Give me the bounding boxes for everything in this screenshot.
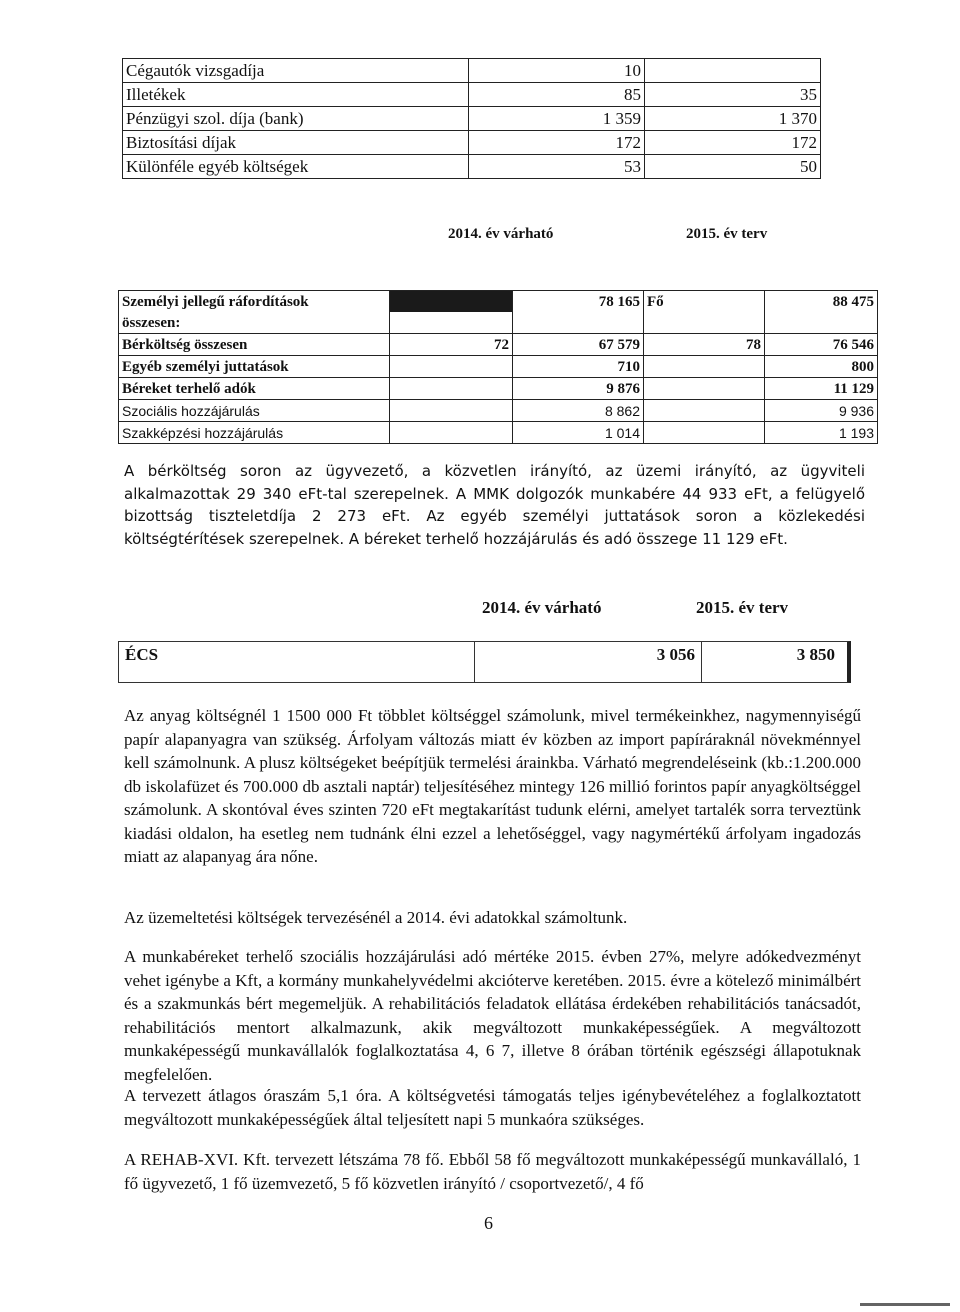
table-row <box>119 334 878 356</box>
headcount-2015: 78 <box>644 334 765 356</box>
value-2015: 9 936 <box>765 400 878 422</box>
table-row <box>119 356 878 378</box>
fo-label: Fő <box>644 291 765 313</box>
empty-cell <box>390 312 513 334</box>
table-row <box>123 155 821 179</box>
table-row <box>123 59 821 83</box>
cost-table <box>122 58 821 179</box>
smudge-cell <box>390 291 513 313</box>
page-number: 6 <box>484 1213 493 1233</box>
row-label: Egyéb személyi juttatások <box>119 356 390 378</box>
scan-smudge <box>860 1303 950 1306</box>
value-2014: 53 <box>469 155 645 179</box>
table-row <box>119 312 878 334</box>
table-row <box>119 378 878 400</box>
empty-cell <box>390 422 513 444</box>
value-2014: 10 <box>469 59 645 83</box>
paragraph-material-costs: Az anyag költségnél 1 1500 000 Ft többlet költséggel számolunk, mivel termékeinkhez, nagymennyiségű papír alapanyagra van szükség. Árfolyam változás miatt év közben az import papíráraknál növekménnyel kell számolnunk. A plusz költségeket beépítjük termelési árainkba. Várható megrendeléseink (kb.:1.200.000 db iskolafüzet és 700.000 db asztali naptár) teljesítéséhez mintegy 126 millió forintos papír anyagköltséggel számolunk. A skontóval éves szinten 720 eFt megtakarítást tudunk elérni, amelyet tartalék sorra terveztünk kiadási oldalon, ha esetleg nem tudnánk élni ezzel a lehetőséggel, vagy nagymértékű árfolyam ingadozás miatt az alapanyag ára nőne. <box>124 706 861 866</box>
value-2015: 1 370 <box>645 107 821 131</box>
empty-cell <box>644 312 765 334</box>
value-2014: 9 876 <box>513 378 644 400</box>
row-label: Különféle egyéb költségek <box>123 155 469 179</box>
value-2014: 85 <box>469 83 645 107</box>
header-2014: 2014. év várható <box>448 226 554 242</box>
value-2014: 710 <box>513 356 644 378</box>
ecs-label: ÉCS <box>125 645 159 664</box>
ecs-value-2015: 3 850 <box>796 645 835 664</box>
row-label: Béreket terhelő adók <box>119 378 390 400</box>
row-label: Bérköltség összesen <box>119 334 390 356</box>
table-row <box>119 422 878 444</box>
value-2015: 35 <box>645 83 821 107</box>
row-label: Szakképzési hozzájárulás <box>119 422 390 444</box>
empty-cell <box>644 378 765 400</box>
empty-cell <box>513 312 644 334</box>
headcount-2014: 72 <box>390 334 513 356</box>
empty-cell <box>644 400 765 422</box>
paragraph-working-hours: A tervezett átlagos óraszám 5,1 óra. A költségvetési támogatás teljes igénybevételéhez a foglalkoztatott megváltozott munkaképességűek által teljesített napi 5 munkaóra szükséges. <box>124 1086 861 1129</box>
row-label: Illetékek <box>123 83 469 107</box>
row-label: Pénzügyi szol. díja (bank) <box>123 107 469 131</box>
paragraph-operating-costs: Az üzemeltetési költségek tervezésénél a 2014. évi adatokkal számoltunk. <box>124 908 628 927</box>
table-row <box>123 107 821 131</box>
paragraph-headcount: A REHAB-XVI. Kft. tervezett létszáma 78 fő. Ebből 58 fő megváltozott munkaképességű munkavállaló, 1 fő ügyvezető, 1 fő üzemvezető, 5 fő közvetlen irányító / csoportvezető/, 4 fő <box>124 1150 861 1193</box>
header-2014: 2014. év várható <box>482 598 602 617</box>
value-2015: 1 193 <box>765 422 878 444</box>
value-2015: 800 <box>765 356 878 378</box>
table-row <box>123 83 821 107</box>
value-2014: 78 165 <box>513 291 644 313</box>
empty-cell <box>644 422 765 444</box>
table-row <box>119 291 878 313</box>
table-row <box>119 400 878 422</box>
empty-cell <box>644 356 765 378</box>
divider <box>701 642 702 682</box>
value-2014: 1 359 <box>469 107 645 131</box>
row-label: összesen: <box>119 312 390 334</box>
value-2015: 11 129 <box>765 378 878 400</box>
row-label: Szociális hozzájárulás <box>119 400 390 422</box>
value-2015: 88 475 <box>765 291 878 313</box>
empty-cell <box>390 400 513 422</box>
row-label: Cégautók vizsgadíja <box>123 59 469 83</box>
paragraph-social-contribution: A munkabéreket terhelő szociális hozzájárulási adó mértéke 2015. évben 27%, melyre adókedvezményt vehet igénybe a Kft, a kormány munkahelyvédelmi akciótervе keretében. 2015. évre a kötelező minimálbért és a szakmunkás bért megemeljük. A rehabilitációs feladatok ellátása érdekében rehabilitációs tanácsadót, rehabilitációs mentort alkalmazunk, akik megváltozott munkaképességűek. A megváltozott munkaképességű munkavállalók foglalkoztatása 4, 6 7, illetve 8 órában történik egészségi állapotuknak megfelelően. <box>124 947 861 1084</box>
row-label: Személyi jellegű ráfordítások <box>119 291 390 313</box>
value-2014: 1 014 <box>513 422 644 444</box>
value-2014: 172 <box>469 131 645 155</box>
value-2015: 172 <box>645 131 821 155</box>
row-label: Biztosítási díjak <box>123 131 469 155</box>
divider <box>474 642 475 682</box>
empty-cell <box>765 312 878 334</box>
value-2014: 8 862 <box>513 400 644 422</box>
personnel-cost-table <box>118 290 878 444</box>
header-2015: 2015. év terv <box>696 598 789 617</box>
value-2015: 76 546 <box>765 334 878 356</box>
value-2015 <box>645 59 821 83</box>
empty-cell <box>390 378 513 400</box>
empty-cell <box>390 356 513 378</box>
table-row <box>123 131 821 155</box>
paragraph-wage-costs: A bérköltség soron az ügyvezető, a közvetlen irányító, az üzemi irányító, az ügyviteli alkalmazottak 29 340 eFt-tal szerepelnek. A MMK dolgozók munkabére 44 933 eFt, a felügyelő bizottság tiszteletdíja 2 273 eFt. Az egyéb személyi juttatások soron a közlekedési költségtérítések szerepelnek. A béreket terhelő hozzájárulás és adó összege 11 129 eFt. <box>124 462 865 548</box>
value-2015: 50 <box>645 155 821 179</box>
ecs-value-2014: 3 056 <box>656 645 695 664</box>
value-2014: 67 579 <box>513 334 644 356</box>
ecs-row <box>118 641 851 683</box>
header-2015: 2015. év terv <box>686 226 768 242</box>
